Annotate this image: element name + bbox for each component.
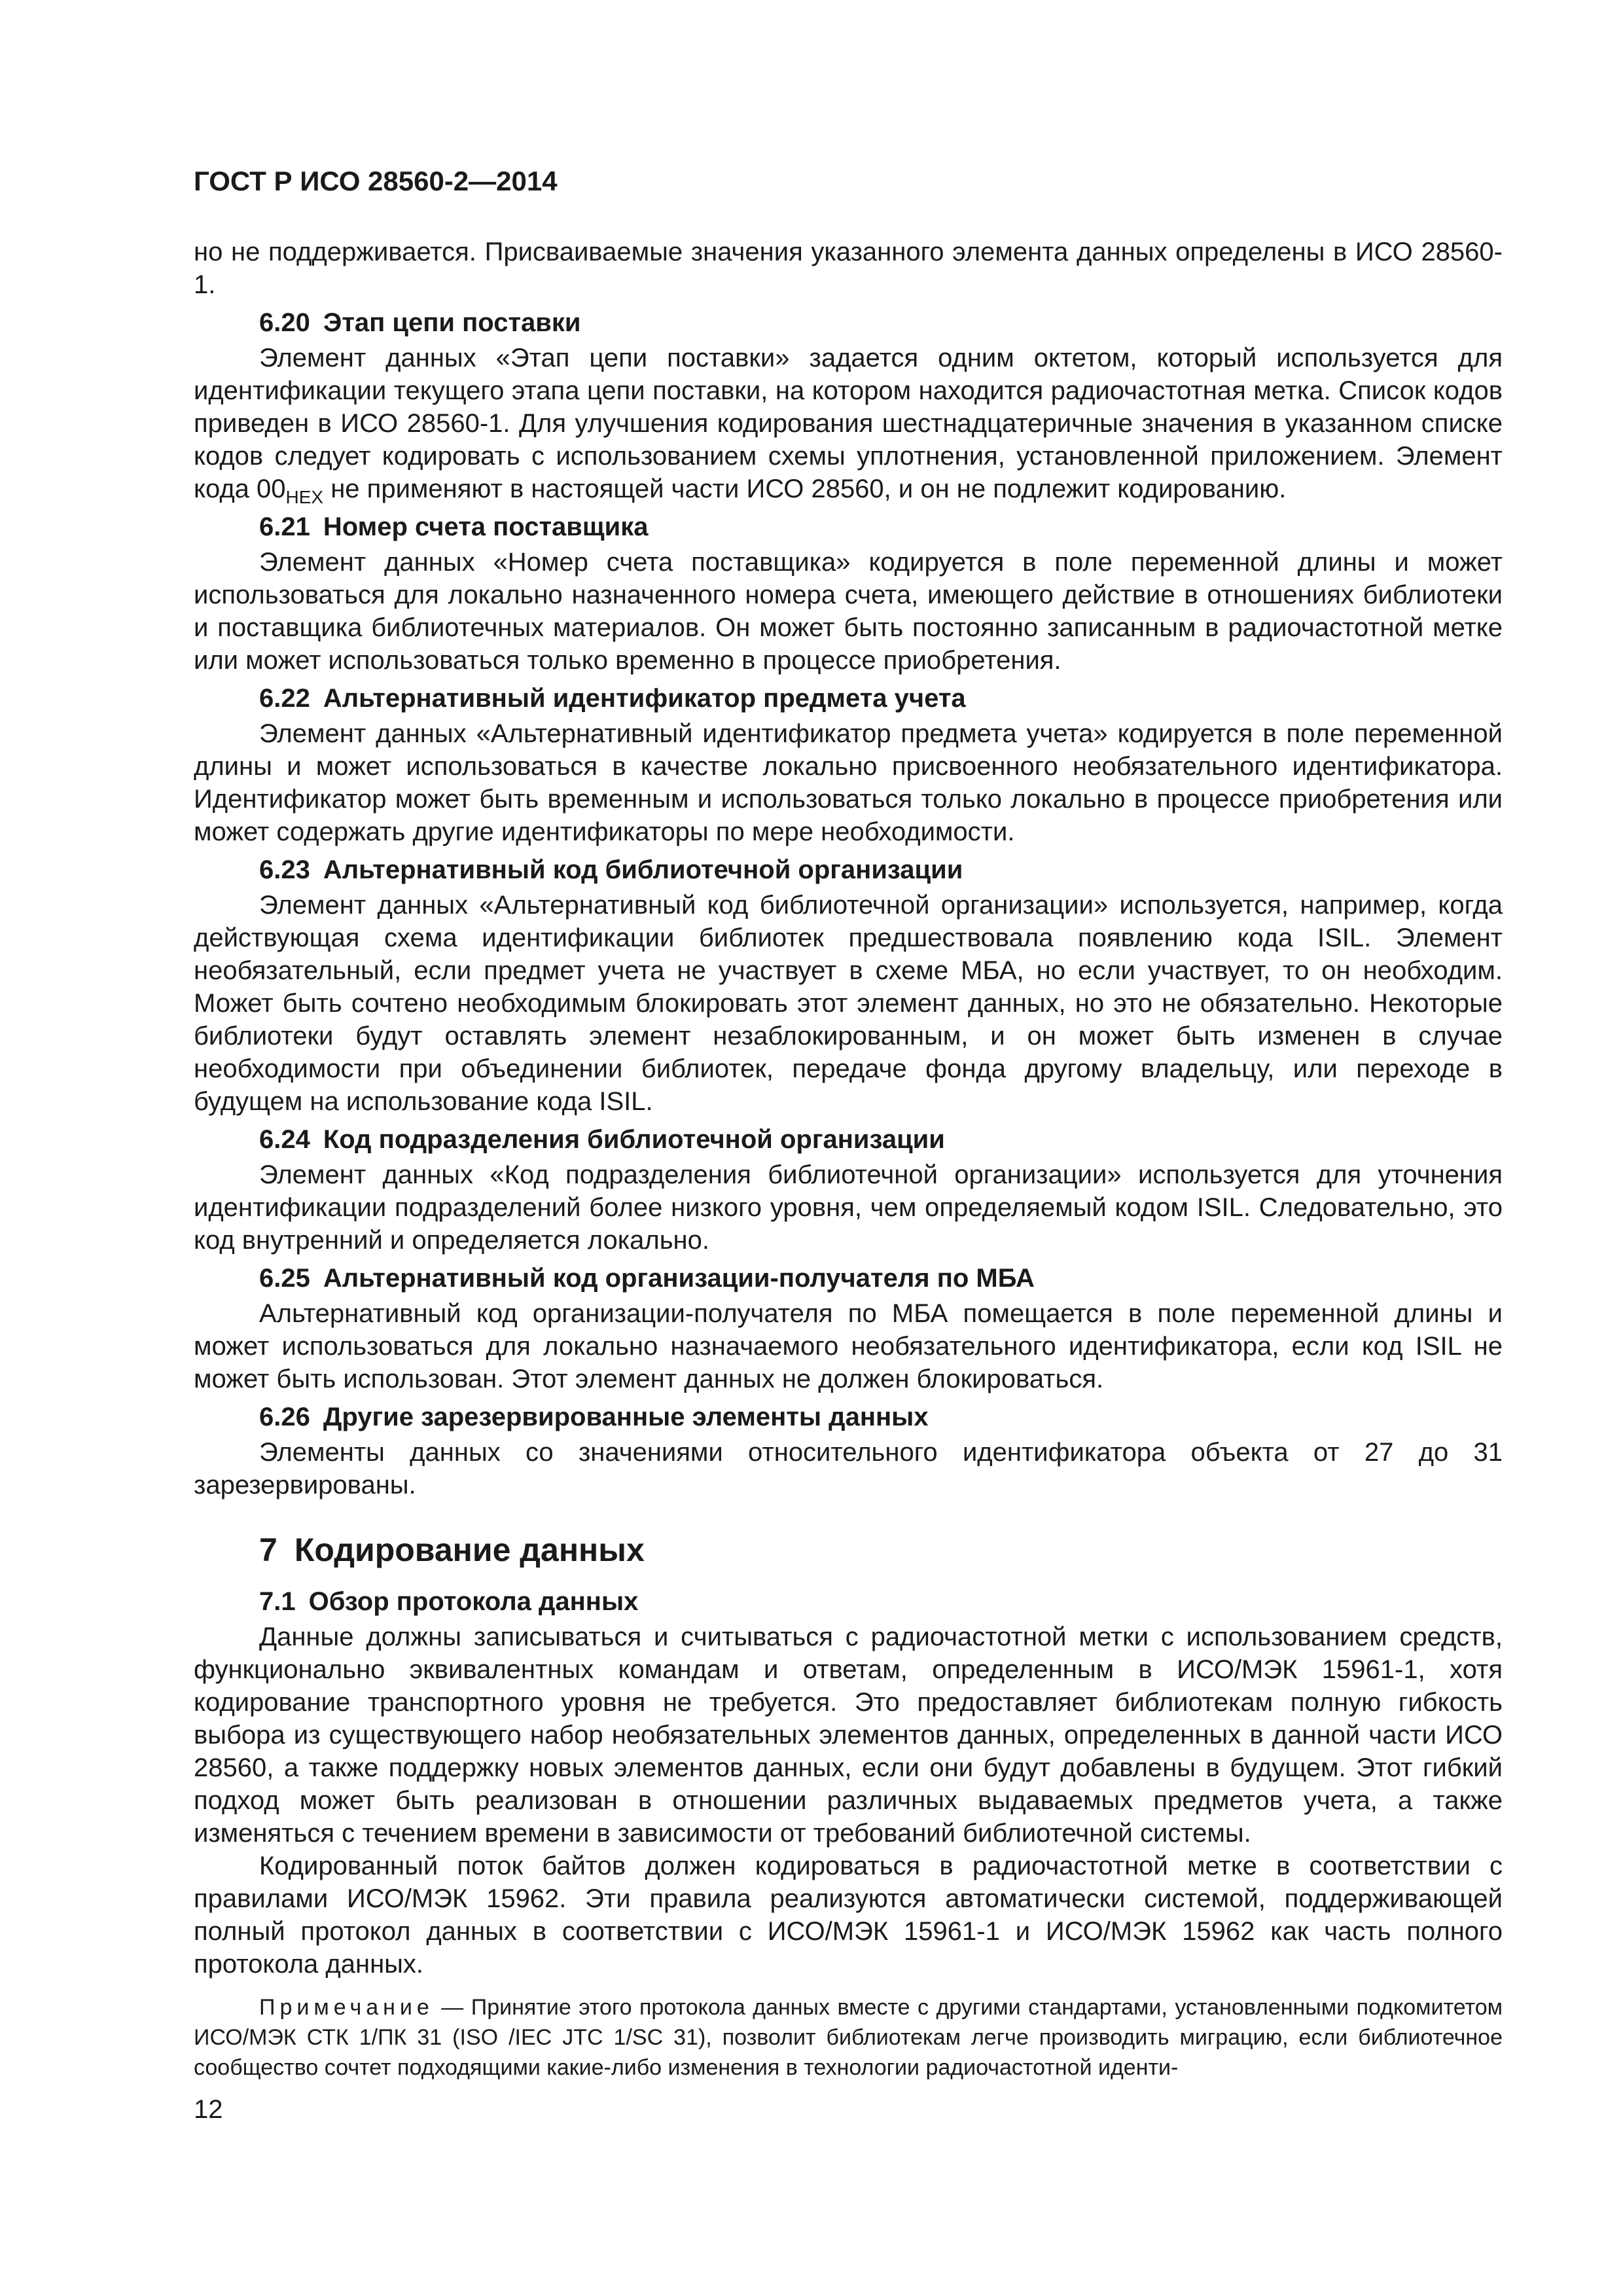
section-6-20-heading <box>194 306 1503 339</box>
section-number: 7 <box>259 1532 277 1568</box>
paragraph-text: Элемент данных «Этап цепи поставки» задается одним октетом, который используется для идентификации текущего этапа цепи поставки, на котором находится радиочастотная метка. Список кодов приведен в ИСО 28560-1. Для улучшения кодирования шестнадцатеричные значения в указанном списке кодов следует кодировать с использованием схемы уплотнения, установленной приложением. Элемент кода 00 <box>194 344 1503 503</box>
page-number: 12 <box>194 2095 223 2124</box>
section-number: 6.23 <box>259 855 310 884</box>
section-number: 6.21 <box>259 512 310 541</box>
section-6-21-heading <box>194 511 1503 543</box>
section-number: 6.20 <box>259 308 310 337</box>
note-paragraph <box>194 1992 1503 2083</box>
note-label: Примечание <box>259 1995 434 2020</box>
section-7-1-heading <box>194 1585 1503 1618</box>
section-number: 6.22 <box>259 684 310 713</box>
note-dash: — <box>433 1995 471 2020</box>
intro-paragraph: но не поддерживается. Присваиваемые значения указанного элемента данных определены в ИСО 28560-1. <box>194 238 1503 299</box>
section-6-26-paragraph: Элементы данных со значениями относительного идентификатора объекта от 27 до 31 зарезервированы. <box>194 1438 1503 1499</box>
section-6-24-paragraph: Элемент данных «Код подразделения библиотечной организации» используется для уточнения идентификации подразделений более низкого уровня, чем определяемый кодом ISIL. Следовательно, это код внутренний и определяется локально. <box>194 1160 1503 1255</box>
section-6-23-heading <box>194 853 1503 886</box>
section-6-21-paragraph: Элемент данных «Номер счета поставщика» кодируется в поле переменной длины и может использоваться для локально назначенного номера счета, имеющего действие в отношениях библиотеки и поставщика библиотечных материалов. Он может быть постоянно записанным в радиочастотной метке или может использоваться только временно в процессе приобретения. <box>194 548 1503 675</box>
section-6-23-paragraph: Элемент данных «Альтернативный код библиотечной организации» используется, например, когда действующая схема идентификации библиотек предшествовала появлению кода ISIL. Элемент необязательный, если предмет учета не участвует в схеме МБА, но если участвует, то он необходим. Может быть сочтено необходимым блокировать этот элемент данных, но это не обязательно. Некоторые библиотеки будут оставлять элемент незаблокированным, и он может быть изменен в случае необходимости при объединении библиотек, передаче фонда другому владельцу, или переходе в будущем на использование кода ISIL. <box>194 891 1503 1116</box>
section-title: Другие зарезервированные элементы данных <box>323 1403 929 1431</box>
section-number: 6.25 <box>259 1264 310 1293</box>
section-title: Обзор протокола данных <box>308 1587 639 1616</box>
section-title: Альтернативный код организации-получателя по МБА <box>323 1264 1035 1293</box>
section-title: Код подразделения библиотечной организации <box>323 1125 945 1154</box>
hex-subscript: HEX <box>285 487 324 507</box>
section-title: Номер счета поставщика <box>323 512 649 541</box>
section-number: 6.26 <box>259 1403 310 1431</box>
document-header: ГОСТ Р ИСО 28560-2—2014 <box>194 166 558 196</box>
section-7-1-paragraph-2: Кодированный поток байтов должен кодироваться в радиочастотной метке в соответствии с правилами ИСО/МЭК 15962. Эти правила реализуются автоматически системой, поддерживающей полный протокол данных в соответствии с ИСО/МЭК 15961-1 и ИСО/МЭК 15962 как часть полного протокола данных. <box>194 1852 1503 1979</box>
section-6-22-heading <box>194 682 1503 715</box>
section-title: Альтернативный идентификатор предмета учета <box>323 684 966 713</box>
section-7-heading <box>194 1529 1503 1571</box>
document-page <box>194 164 1503 2083</box>
section-6-25-paragraph: Альтернативный код организации-получателя по МБА помещается в поле переменной длины и может использоваться для локально назначаемого необязательного идентификатора, если код ISIL не может быть использован. Этот элемент данных не должен блокироваться. <box>194 1299 1503 1393</box>
section-6-26-heading <box>194 1401 1503 1433</box>
paragraph-text: не применяют в настоящей части ИСО 28560, и он не подлежит кодированию. <box>323 475 1287 503</box>
note-text: Принятие этого протокола данных вместе с другими стандартами, установленными подкомитетом ИСО/МЭК СТК 1/ПК 31 (ISO /IEC JTC 1/SC 31), позволит библиотекам легче производить миграцию, если библиотечное сообщество сочтет подходящими какие-либо изменения в технологии радиочастотной иденти- <box>194 1995 1503 2080</box>
section-6-20-paragraph <box>194 342 1503 505</box>
section-6-22-paragraph: Элемент данных «Альтернативный идентификатор предмета учета» кодируется в поле переменной длины и может использоваться в качестве локально присвоенного необязательного идентификатора. Идентификатор может быть временным и использоваться только локально в процессе приобретения или может содержать другие идентификаторы по мере необходимости. <box>194 719 1503 846</box>
section-6-24-heading <box>194 1123 1503 1156</box>
section-6-25-heading <box>194 1262 1503 1295</box>
section-number: 6.24 <box>259 1125 310 1154</box>
section-title: Этап цепи поставки <box>323 308 581 337</box>
section-7-1-paragraph-1: Данные должны записываться и считываться с радиочастотной метки с использованием средств, функционально эквивалентных командам и ответам, определенным в ИСО/МЭК 15961-1, хотя кодирование транспортного уровня не требуется. Это предоставляет библиотекам полную гибкость выбора из существующего набор необязательных элементов данных, определенных в данной части ИСО 28560, а также поддержку новых элементов данных, если они будут добавлены в будущем. Этот гибкий подход может быть реализован в отношении различных выдаваемых предметов учета, а также изменяться с течением времени в зависимости от требований библиотечной системы. <box>194 1623 1503 1848</box>
section-title: Альтернативный код библиотечной организации <box>323 855 963 884</box>
section-title: Кодирование данных <box>294 1532 645 1568</box>
section-number: 7.1 <box>259 1587 296 1616</box>
